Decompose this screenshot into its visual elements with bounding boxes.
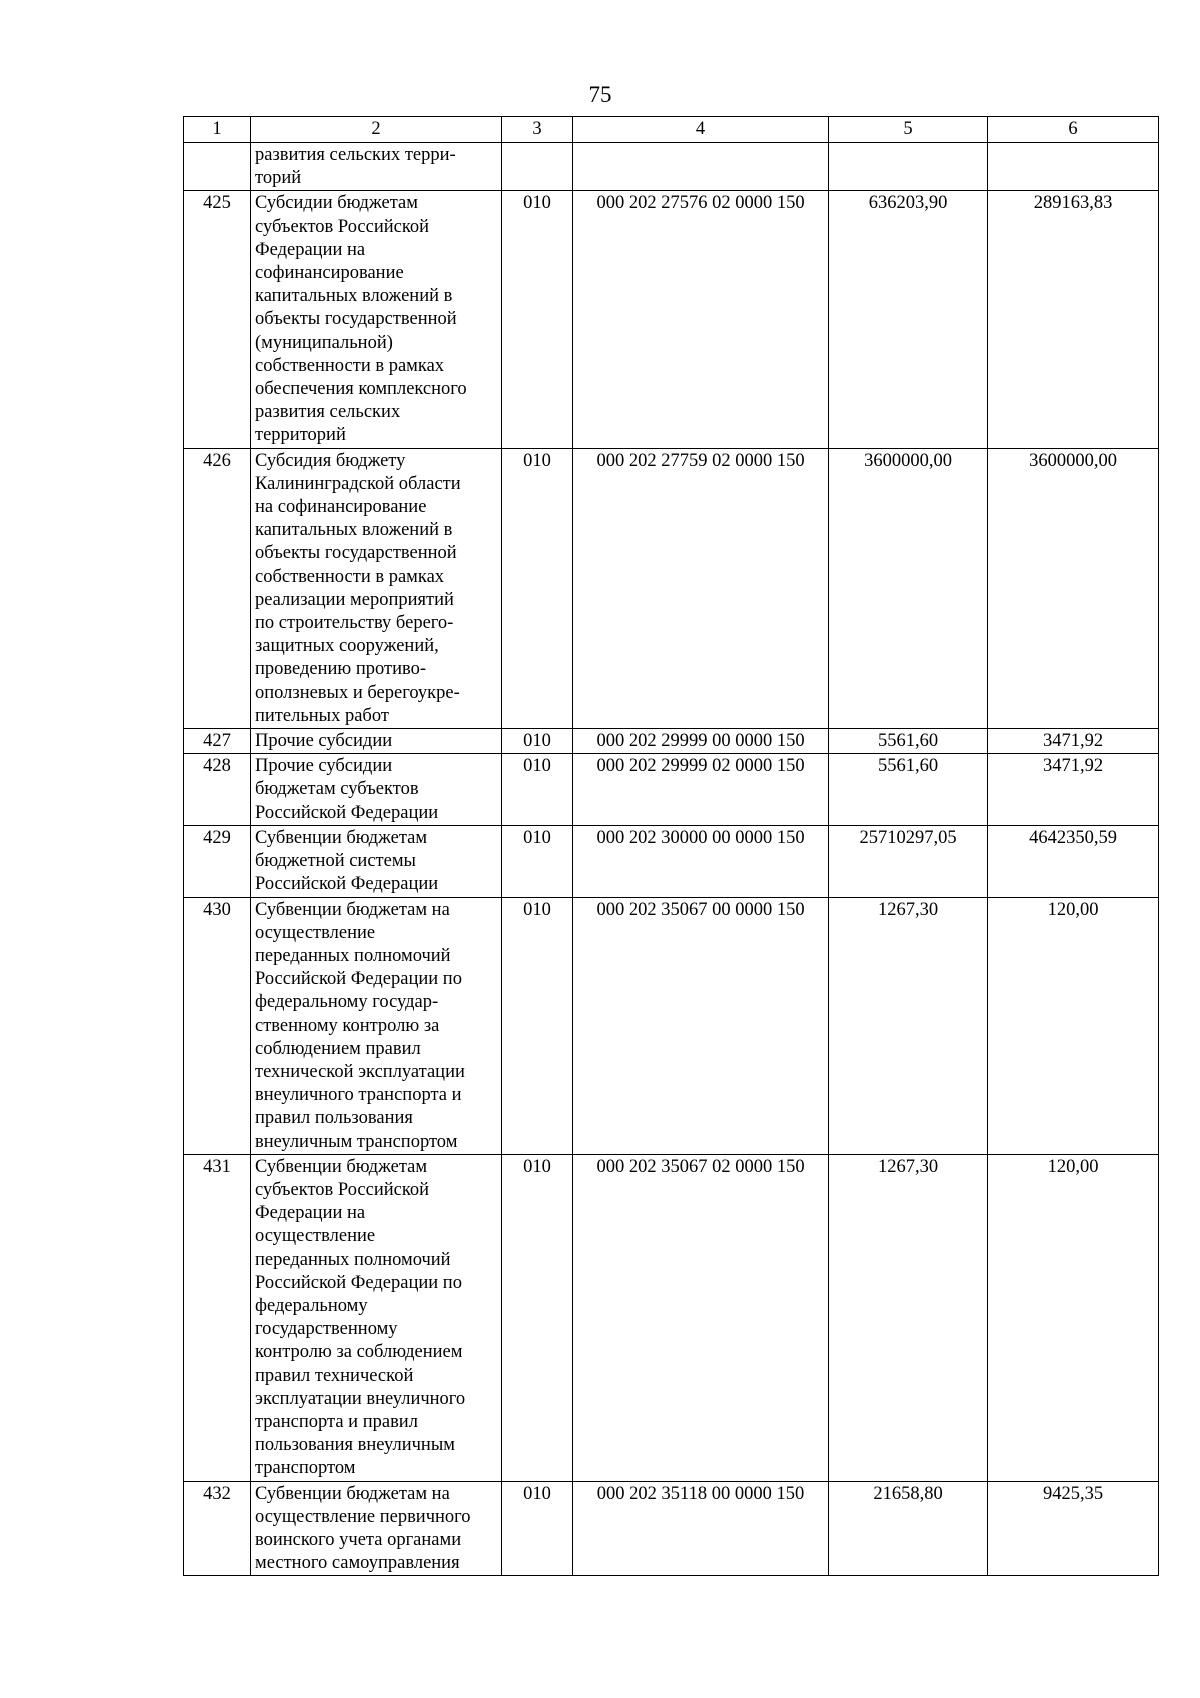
amount-executed-cell: 289163,83 (988, 191, 1159, 448)
admin-code-cell: 010 (502, 1154, 573, 1481)
description-cell: Субвенции бюджетам субъектов Российской Федерации на осуществление переданных полномочий Российской Федерации по федеральному государственному контролю за соблюдением правил технической эксплуатации внеуличного транспорта и правил пользования внеуличным транспортом (251, 1154, 502, 1481)
classification-code-cell: 000 202 29999 02 0000 150 (573, 754, 829, 826)
table-row (184, 448, 1159, 728)
row-number-cell: 430 (184, 897, 251, 1154)
amount-executed-cell: 4642350,59 (988, 825, 1159, 897)
amount-executed-cell: 9425,35 (988, 1481, 1159, 1576)
amount-planned-cell: 21658,80 (829, 1481, 988, 1576)
column-header: 5 (829, 117, 988, 143)
admin-code-cell (502, 143, 573, 191)
table-row (184, 897, 1159, 1154)
row-number-cell: 427 (184, 729, 251, 754)
description-cell: Субсидия бюджету Калининградской области на софинансирование капитальных вложений в объекты государственной собственности в рамках реализации мероприятий по строительству берего- защитных сооружений, проведению противо- оползневых и берегоукре- пительных работ (251, 448, 502, 728)
admin-code-cell: 010 (502, 729, 573, 754)
amount-planned-cell: 5561,60 (829, 729, 988, 754)
admin-code-cell: 010 (502, 448, 573, 728)
row-number-cell: 425 (184, 191, 251, 448)
description-cell: Субвенции бюджетам на осуществление переданных полномочий Российской Федерации по федеральному государ- ственному контролю за соблюдением правил технической эксплуатации внеуличного транспорта и правил пользования внеуличным транспортом (251, 897, 502, 1154)
admin-code-cell: 010 (502, 825, 573, 897)
row-number-cell (184, 143, 251, 191)
table-row (184, 191, 1159, 448)
amount-planned-cell: 5561,60 (829, 754, 988, 826)
table-row (184, 825, 1159, 897)
amount-planned-cell: 25710297,05 (829, 825, 988, 897)
admin-code-cell: 010 (502, 897, 573, 1154)
row-number-cell: 429 (184, 825, 251, 897)
column-header: 3 (502, 117, 573, 143)
amount-executed-cell: 120,00 (988, 1154, 1159, 1481)
table-row (184, 729, 1159, 754)
table-row (184, 1154, 1159, 1481)
admin-code-cell: 010 (502, 191, 573, 448)
description-cell: Субвенции бюджетам на осуществление первичного воинского учета органами местного самоуправления (251, 1481, 502, 1576)
header-row (184, 117, 1159, 143)
classification-code-cell: 000 202 29999 00 0000 150 (573, 729, 829, 754)
classification-code-cell: 000 202 27759 02 0000 150 (573, 448, 829, 728)
row-number-cell: 431 (184, 1154, 251, 1481)
classification-code-cell: 000 202 27576 02 0000 150 (573, 191, 829, 448)
amount-executed-cell: 3471,92 (988, 754, 1159, 826)
classification-code-cell: 000 202 30000 00 0000 150 (573, 825, 829, 897)
amount-planned-cell: 1267,30 (829, 897, 988, 1154)
column-header: 1 (184, 117, 251, 143)
description-cell: Субвенции бюджетам бюджетной системы Российской Федерации (251, 825, 502, 897)
classification-code-cell (573, 143, 829, 191)
admin-code-cell: 010 (502, 1481, 573, 1576)
table-row (184, 143, 1159, 191)
amount-executed-cell: 3600000,00 (988, 448, 1159, 728)
description-cell: Субсидии бюджетам субъектов Российской Федерации на софинансирование капитальных вложений в объекты государственной (муниципальной) собственности в рамках обеспечения комплексного развития сельских территорий (251, 191, 502, 448)
amount-planned-cell (829, 143, 988, 191)
row-number-cell: 432 (184, 1481, 251, 1576)
amount-executed-cell (988, 143, 1159, 191)
page-number: 75 (588, 82, 612, 107)
description-cell: Прочие субсидии бюджетам субъектов Российской Федерации (251, 754, 502, 826)
column-header: 6 (988, 117, 1159, 143)
row-number-cell: 426 (184, 448, 251, 728)
amount-planned-cell: 1267,30 (829, 1154, 988, 1481)
row-number-cell: 428 (184, 754, 251, 826)
classification-code-cell: 000 202 35118 00 0000 150 (573, 1481, 829, 1576)
amount-planned-cell: 636203,90 (829, 191, 988, 448)
description-cell: развития сельских терри- торий (251, 143, 502, 191)
column-header: 4 (573, 117, 829, 143)
classification-code-cell: 000 202 35067 00 0000 150 (573, 897, 829, 1154)
amount-executed-cell: 120,00 (988, 897, 1159, 1154)
amount-executed-cell: 3471,92 (988, 729, 1159, 754)
description-cell: Прочие субсидии (251, 729, 502, 754)
table-body (184, 143, 1159, 1576)
classification-code-cell: 000 202 35067 02 0000 150 (573, 1154, 829, 1481)
table-row (184, 1481, 1159, 1576)
table-row (184, 754, 1159, 826)
budget-table (183, 116, 1159, 1576)
amount-planned-cell: 3600000,00 (829, 448, 988, 728)
admin-code-cell: 010 (502, 754, 573, 826)
column-header: 2 (251, 117, 502, 143)
